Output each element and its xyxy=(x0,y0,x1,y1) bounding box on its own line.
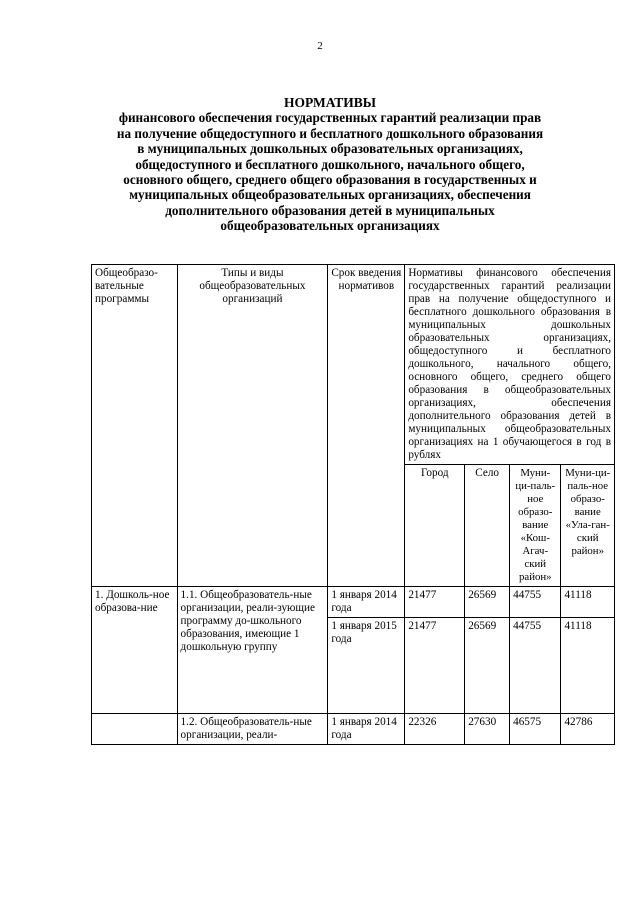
mun-ulagan-value: 42786 xyxy=(561,714,615,745)
village-value: 26569 xyxy=(465,587,510,618)
program-cell xyxy=(92,714,178,745)
header-date: Срок введения нормативов xyxy=(328,265,405,587)
header-programs: Общеобразо-вательные программы xyxy=(92,265,178,587)
header-norms: Нормативы финансового обеспечения государственных гарантий реализации прав на получение общедоступного и бесплатного дошкольного образования в муниципальных дошкольных образовательных организациях, общедоступного и бесплатного дошкольного, начального общего, основного общего, среднего общего образования в общеобразовательных организациях, обеспечения дополнительного образования детей в муниципальных общеобразовательных организациях на 1 обучающегося в год в рублях xyxy=(405,265,615,465)
village-value: 26569 xyxy=(465,618,510,714)
subheader-mun-kosh-agach: Муни-ци-паль-ное образо-вание «Кош-Агач-ский район» xyxy=(510,465,561,587)
date-cell: 1 января 2014 года xyxy=(328,587,405,618)
table-row xyxy=(92,714,615,745)
mun-ulagan-value: 41118 xyxy=(561,587,615,618)
title-heading: НОРМАТИВЫ xyxy=(283,95,377,110)
title-line: общедоступного и бесплатного дошкольного, начального общего, xyxy=(135,156,525,172)
title-line: дополнительного образования детей в муниципальных xyxy=(165,202,495,218)
date-cell: 1 января 2015 года xyxy=(328,618,405,714)
title-line: на получение общедоступного и бесплатного дошкольного образования xyxy=(116,125,544,141)
page-number: 2 xyxy=(317,40,323,52)
city-value: 21477 xyxy=(405,618,465,714)
date-cell: 1 января 2014 года xyxy=(328,714,405,745)
table-row xyxy=(92,587,615,618)
city-value: 21477 xyxy=(405,587,465,618)
village-value: 27630 xyxy=(465,714,510,745)
subheader-mun-ulagan: Муни-ци-паль-ное образо-вание «Ула-ган-ский район» xyxy=(561,465,615,587)
mun-kosh-agach-value: 44755 xyxy=(510,618,561,714)
subheader-village: Село xyxy=(465,465,510,587)
subheader-city: Город xyxy=(405,465,465,587)
title-line: в муниципальных дошкольных образовательных организациях, xyxy=(137,141,523,157)
program-cell: 1. Дошколь-ное образова-ние xyxy=(92,587,178,714)
document-title xyxy=(70,95,590,234)
header-types: Типы и виды общеобразовательных организаций xyxy=(177,265,328,587)
title-line: общеобразовательных организациях xyxy=(220,218,440,234)
table-header-row xyxy=(92,265,615,465)
mun-ulagan-value: 41118 xyxy=(561,618,615,714)
title-line: финансового обеспечения государственных гарантий реализации прав xyxy=(118,110,542,126)
norms-table xyxy=(91,264,615,745)
org-type-cell: 1.2. Общеобразователь-ные организации, реали- xyxy=(177,714,328,745)
title-line: основного общего, среднего общего образования в государственных и xyxy=(123,172,537,188)
mun-kosh-agach-value: 44755 xyxy=(510,587,561,618)
org-type-cell: 1.1. Общеобразователь-ные организации, реали-зующие программу до-школьного образования, имеющие 1 дошкольную группу xyxy=(177,587,328,714)
city-value: 22326 xyxy=(405,714,465,745)
title-line: муниципальных общеобразовательных организациях, обеспечения xyxy=(129,187,531,203)
mun-kosh-agach-value: 46575 xyxy=(510,714,561,745)
